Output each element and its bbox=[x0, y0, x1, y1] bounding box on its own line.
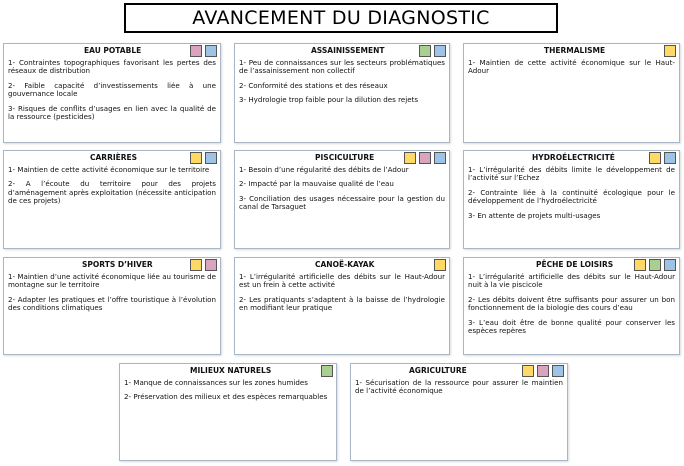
card-item: 1- Manque de connaissances sur les zones humides bbox=[124, 378, 308, 387]
card-thermalisme bbox=[463, 43, 680, 143]
card-item: 2- Conformité des stations et des réseaux bbox=[239, 80, 388, 90]
card-hydroelectricite bbox=[463, 150, 680, 249]
tag-yellow bbox=[434, 259, 446, 271]
card-item: 1- Contraintes topographiques favorisant les pertes des réseaux de distribution bbox=[8, 58, 216, 76]
card-item: 3- L’eau doit être de bonne qualité pour conserver les espèces repères bbox=[468, 317, 675, 336]
card-item: 3- Conciliation des usages nécessaire pour la gestion du canal de Tarsaguet bbox=[239, 193, 445, 212]
card-sports-hiver bbox=[3, 257, 221, 355]
card-carrieres bbox=[3, 150, 221, 249]
card-title: CARRIÈRES bbox=[90, 153, 138, 162]
card-item: 3- Hydrologie trop faible pour la dilution des rejets bbox=[239, 95, 419, 105]
tag-rose bbox=[190, 45, 202, 57]
tag-blue bbox=[434, 45, 446, 57]
tag-yellow bbox=[190, 152, 202, 164]
card-pisciculture bbox=[234, 150, 450, 249]
tag-yellow bbox=[404, 152, 416, 164]
tag-blue bbox=[664, 152, 676, 164]
card-item: 2- Les pratiquants s’adaptent à la baisse de l’hydrologie en modifiant leur pratique bbox=[239, 294, 445, 313]
card-item: 1- Maintien de cette activité économique sur le territoire bbox=[8, 165, 210, 174]
card-item: 2- Préservation des milieux et des espèces remarquables bbox=[124, 392, 328, 402]
card-title: EAU POTABLE bbox=[84, 46, 142, 55]
card-title: MILIEUX NATURELS bbox=[190, 366, 272, 375]
card-title: PÊCHE DE LOISIRS bbox=[536, 260, 614, 269]
card-item: 1- Besoin d’une régularité des débits de l’Adour bbox=[239, 165, 409, 174]
card-item: 3- Risques de conflits d’usages en lien avec la qualité de la ressource (pesticides) bbox=[8, 103, 216, 122]
card-title: AGRICULTURE bbox=[409, 366, 467, 375]
tag-yellow bbox=[634, 259, 646, 271]
card-item: 2- A l’écoute du territoire pour des projets d’aménagement après exploitation (nécessite anticipation de ces projets) bbox=[8, 179, 216, 206]
card-title: CANOË-KAYAK bbox=[315, 260, 375, 269]
card-assainissement bbox=[234, 43, 450, 143]
tag-rose bbox=[205, 259, 217, 271]
tag-green bbox=[321, 365, 333, 377]
card-item: 2- Impacté par la mauvaise qualité de l’eau bbox=[239, 179, 394, 189]
tag-green bbox=[649, 259, 661, 271]
card-item: 2- Faible capacité d’investissements liée à une gouvernance locale bbox=[8, 80, 216, 99]
tag-blue bbox=[205, 45, 217, 57]
tag-yellow bbox=[649, 152, 661, 164]
card-item: 1- L’irrégularité artificielle des débits sur le Haut-Adour est un frein à cette activité bbox=[239, 272, 445, 290]
card-title: HYDROÉLECTRICITÉ bbox=[532, 153, 615, 162]
card-item: 1- Peu de connaissances sur les secteurs problématiques de l’assainissement non collectif bbox=[239, 58, 445, 76]
card-eau-potable bbox=[3, 43, 221, 143]
tag-green bbox=[419, 45, 431, 57]
card-item: 1- Maintien d’une activité économique liée au tourisme de montagne sur le territoire bbox=[8, 272, 216, 290]
tag-blue bbox=[664, 259, 676, 271]
card-item: 1- L’irrégularité des débits limite le développement de l’activité sur l’Echez bbox=[468, 165, 675, 183]
card-milieux-naturels bbox=[119, 363, 337, 461]
card-title: SPORTS D’HIVER bbox=[82, 260, 153, 269]
tag-blue bbox=[205, 152, 217, 164]
card-title: PISCICULTURE bbox=[315, 153, 375, 162]
card-item: 2- Adapter les pratiques et l’offre touristique à l’évolution des conditions climatiques bbox=[8, 294, 216, 313]
card-agriculture bbox=[350, 363, 568, 461]
card-item: 1- Maintien de cette activité économique sur le Haut-Adour bbox=[468, 58, 675, 76]
tag-blue bbox=[434, 152, 446, 164]
card-item: 2- Contrainte liée à la continuité écologique pour le développement de l’hydroélectricité bbox=[468, 187, 675, 206]
card-item: 1- Sécurisation de la ressource pour assurer le maintien de l’activité économique bbox=[355, 378, 563, 396]
tag-rose bbox=[419, 152, 431, 164]
card-item: 2- Les débits doivent être suffisants pour assurer un bon fonctionnement de la biologie des cours d’eau bbox=[468, 294, 675, 313]
card-peche-loisirs bbox=[463, 257, 680, 355]
tag-yellow bbox=[190, 259, 202, 271]
card-title: ASSAINISSEMENT bbox=[311, 46, 385, 55]
tag-yellow bbox=[522, 365, 534, 377]
card-canoe-kayak bbox=[234, 257, 450, 355]
card-item: 3- En attente de projets multi-usages bbox=[468, 210, 601, 220]
page-title: AVANCEMENT DU DIAGNOSTIC bbox=[124, 3, 558, 33]
card-title: THERMALISME bbox=[544, 46, 606, 55]
tag-rose bbox=[537, 365, 549, 377]
tag-yellow bbox=[664, 45, 676, 57]
card-item: 1- L’irrégularité artificielle des débits sur le Haut-Adour nuit à la vie piscicole bbox=[468, 272, 675, 290]
tag-blue bbox=[552, 365, 564, 377]
